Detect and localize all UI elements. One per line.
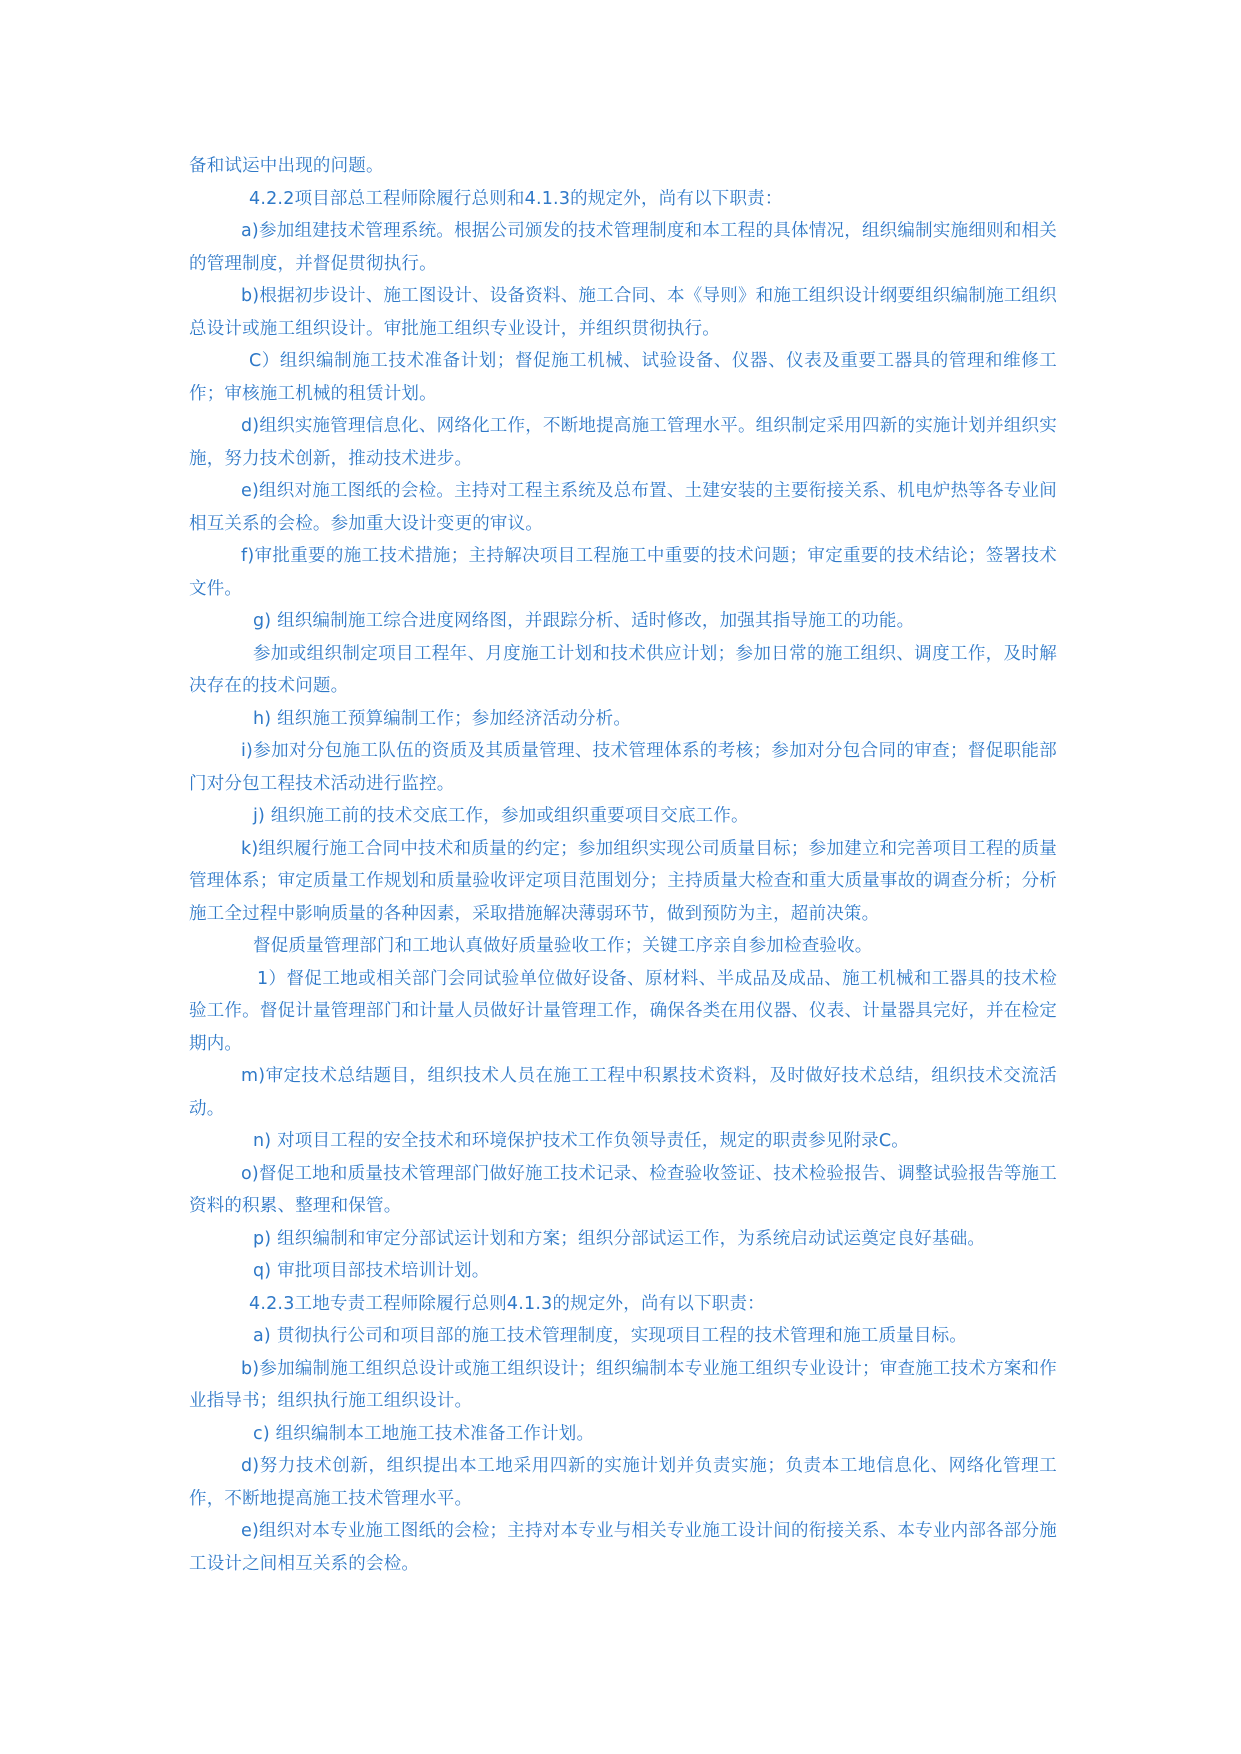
paragraph-item-o: o)督促工地和质量技术管理部门做好施工技术记录、检查验收签证、技术检验报告、调整试验报告等施工资料的积累、整理和保管。 — [189, 1163, 1057, 1216]
paragraph-item-b-2: b)参加编制施工组织总设计或施工组织设计；组织编制本专业施工组织专业设计；审查施工技术方案和作业指导书；组织执行施工组织设计。 — [189, 1358, 1057, 1411]
paragraph-item-a: a)参加组建技术管理系统。根据公司颁发的技术管理制度和本工程的具体情况，组织编制实施细则和相关的管理制度，并督促贯彻执行。 — [189, 221, 1057, 274]
paragraph-item-m: m)审定技术总结题目，组织技术人员在施工工程中积累技术资料，及时做好技术总结，组织技术交流活动。 — [189, 1066, 1057, 1119]
paragraph-item-e-2: e)组织对本专业施工图纸的会检；主持对本专业与相关专业施工设计间的衔接关系、本专业内部各部分施工设计之间相互关系的会检。 — [189, 1521, 1057, 1574]
paragraph-item-c-2: c) 组织编制本工地施工技术准备工作计划。 — [253, 1423, 595, 1444]
paragraph-item-c: C）组织编制施工技术准备计划；督促施工机械、试验设备、仪器、仪表及重要工器具的管理和维修工作；审核施工机械的租赁计划。 — [189, 351, 1057, 404]
paragraph-continued: 备和试运中出现的问题。 — [189, 156, 384, 176]
paragraph-item-q: q) 审批项目部技术培训计划。 — [253, 1261, 490, 1281]
paragraph-section-4-2-2: 4.2.2项目部总工程师除履行总则和4.1.3的规定外，尚有以下职责： — [249, 188, 783, 209]
paragraph-item-e: e)组织对施工图纸的会检。主持对工程主系统及总布置、土建安装的主要衔接关系、机电炉热等各专业间相互关系的会检。参加重大设计变更的审议。 — [189, 481, 1057, 534]
paragraph-item-p: p) 组织编制和审定分部试运计划和方案；组织分部试运工作，为系统启动试运奠定良好基础。 — [253, 1228, 986, 1249]
paragraph-item-b: b)根据初步设计、施工图设计、设备资料、施工合同、本《导则》和施工组织设计纲要组织编制施工组织总设计或施工组织设计。审批施工组织专业设计，并组织贯彻执行。 — [189, 286, 1057, 339]
paragraph-item-h: h) 组织施工预算编制工作；参加经济活动分析。 — [253, 708, 632, 729]
paragraph-item-i: i)参加对分包施工队伍的资质及其质量管理、技术管理体系的考核；参加对分包合同的审查；督促职能部门对分包工程技术活动进行监控。 — [189, 741, 1057, 794]
paragraph-item-k-continued: 督促质量管理部门和工地认真做好质量验收工作；关键工序亲自参加检查验收。 — [253, 936, 873, 956]
paragraph-item-n: n) 对项目工程的安全技术和环境保护技术工作负领导责任，规定的职责参见附录C。 — [253, 1131, 909, 1151]
paragraph-section-4-2-3: 4.2.3工地专责工程师除履行总则4.1.3的规定外，尚有以下职责： — [249, 1293, 765, 1314]
paragraph-item-d-2: d)努力技术创新，组织提出本工地采用四新的实施计划并负责实施；负责本工地信息化、网络化管理工作，不断地提高施工技术管理水平。 — [189, 1456, 1057, 1509]
paragraph-item-g: g) 组织编制施工综合进度网络图，并跟踪分析、适时修改，加强其指导施工的功能。 — [253, 611, 915, 631]
paragraph-item-g-continued: 参加或组织制定项目工程年、月度施工计划和技术供应计划；参加日常的施工组织、调度工作，及时解决存在的技术问题。 — [189, 643, 1057, 696]
paragraph-item-k: k)组织履行施工合同中技术和质量的约定；参加组织实现公司质量目标；参加建立和完善项目工程的质量管理体系；审定质量工作规划和质量验收评定项目范围划分；主持质量大检查和重大质量事故的调查分析；分析施工全过程中影响质量的各种因素，采取措施解决薄弱环节，做到预防为主，超前决策。 — [189, 838, 1057, 924]
paragraph-item-l: 1）督促工地或相关部门会同试验单位做好设备、原材料、半成品及成品、施工机械和工器具的技术检验工作。督促计量管理部门和计量人员做好计量管理工作，确保各类在用仪器、仪表、计量器具完好，并在检定期内。 — [189, 968, 1057, 1054]
document-body — [189, 150, 1057, 1580]
paragraph-item-d: d)组织实施管理信息化、网络化工作，不断地提高施工管理水平。组织制定采用四新的实施计划并组织实施，努力技术创新，推动技术进步。 — [189, 416, 1057, 469]
paragraph-item-j: j) 组织施工前的技术交底工作，参加或组织重要项目交底工作。 — [253, 806, 749, 826]
paragraph-item-a-2: a) 贯彻执行公司和项目部的施工技术管理制度，实现项目工程的技术管理和施工质量目标。 — [253, 1326, 968, 1346]
paragraph-item-f: f)审批重要的施工技术措施；主持解决项目工程施工中重要的技术问题；审定重要的技术结论；签署技术文件。 — [189, 546, 1057, 599]
